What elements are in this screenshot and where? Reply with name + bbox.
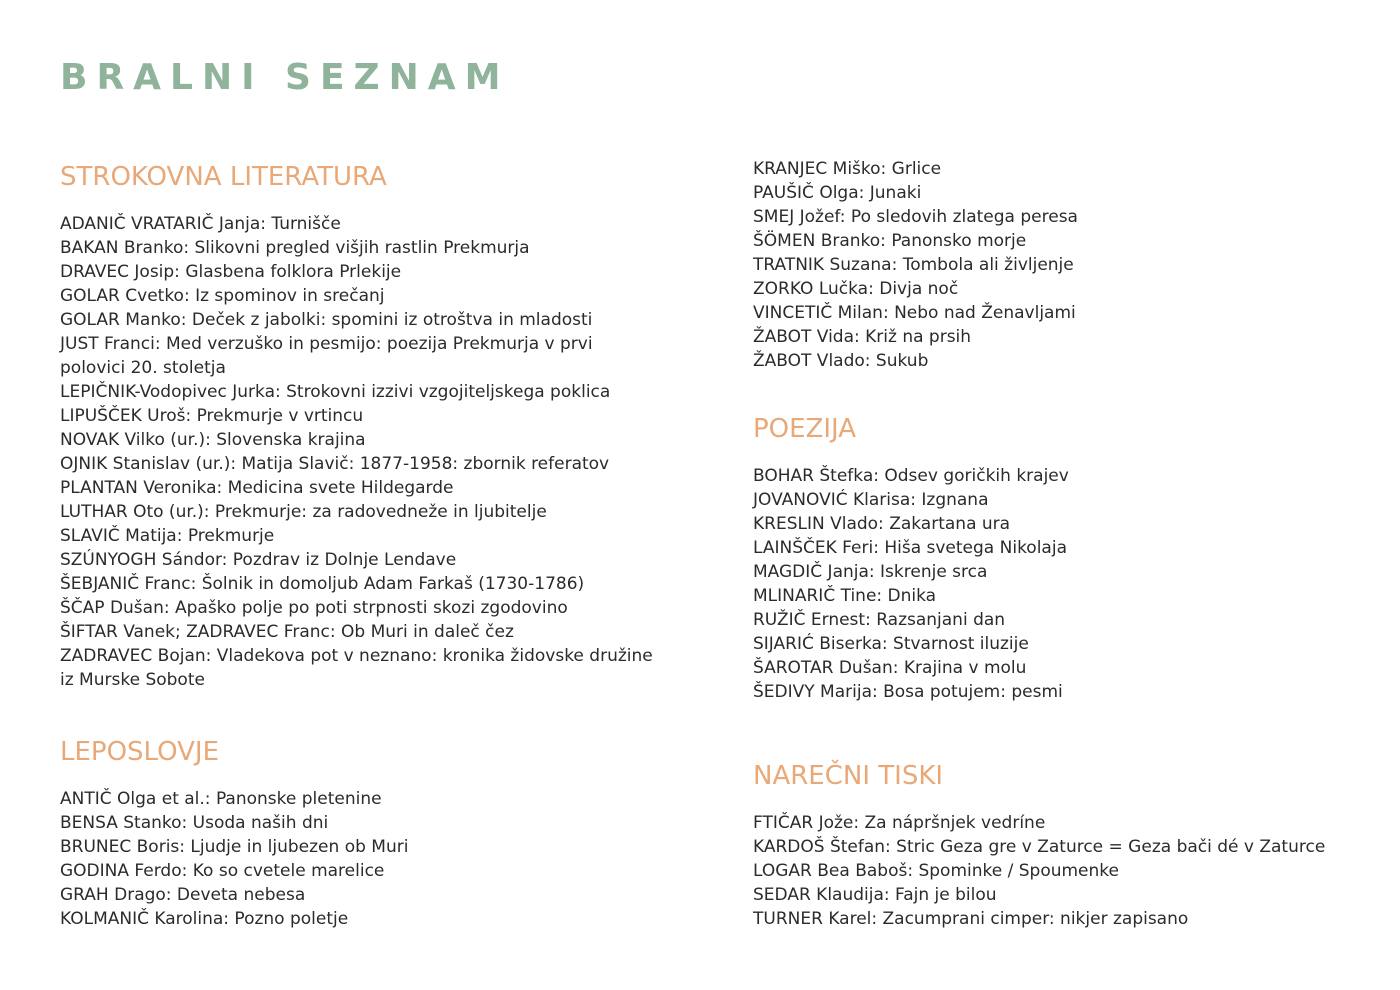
book-entry: MAGDIČ Janja: Iskrenje srca	[753, 562, 988, 582]
book-entry: BAKAN Branko: Slikovni pregled višjih rastlin Prekmurja	[60, 238, 530, 258]
book-list	[60, 212, 660, 692]
book-entry: MLINARIČ Tine: Dnika	[753, 586, 937, 606]
book-entry: NOVAK Vilko (ur.): Slovenska krajina	[60, 430, 366, 450]
book-list	[753, 157, 1353, 373]
book-entry: LIPUŠČEK Uroš: Prekmurje v vrtincu	[60, 406, 364, 426]
book-entry: KOLMANIČ Karolina: Pozno poletje	[60, 909, 349, 929]
book-entry: LEPIČNIK-Vodopivec Jurka: Strokovni izzivi vzgojiteljskega poklica	[60, 382, 611, 402]
section-strokovna-literatura	[60, 160, 660, 692]
book-entry: ZORKO Lučka: Divja noč	[753, 279, 959, 299]
book-entry: SEDAR Klaudija: Fajn je bilou	[753, 885, 997, 905]
book-entry: ŠIFTAR Vanek; ZADRAVEC Franc: Ob Muri in daleč čez	[60, 622, 514, 642]
book-list	[60, 787, 660, 931]
book-entry: SLAVIČ Matija: Prekmurje	[60, 526, 275, 546]
section-leposlovje-continued	[753, 157, 1353, 373]
section-heading: STROKOVNA LITERATURA	[60, 162, 387, 192]
section-narecni-tiski	[753, 759, 1353, 931]
book-entry: KARDOŠ Štefan: Stric Geza gre v Zaturce = Geza bači dé v Zaturce	[753, 837, 1326, 857]
book-entry: TURNER Karel: Zacumprani cimper: nikjer zapisano	[753, 909, 1189, 929]
book-entry: BRUNEC Boris: Ljudje in ljubezen ob Muri	[60, 837, 409, 857]
book-entry: GOLAR Manko: Deček z jabolki: spomini iz otroštva in mladosti	[60, 310, 593, 330]
book-entry: ŠAROTAR Dušan: Krajina v molu	[753, 658, 1027, 678]
book-entry: BOHAR Štefka: Odsev goričkih krajev	[753, 466, 1069, 486]
book-entry: GRAH Drago: Deveta nebesa	[60, 885, 306, 905]
section-heading: NAREČNI TISKI	[753, 761, 944, 791]
book-entry: ŠÖMEN Branko: Panonsko morje	[753, 231, 1027, 251]
book-list	[753, 811, 1353, 931]
book-entry: TRATNIK Suzana: Tombola ali življenje	[753, 255, 1074, 275]
book-entry: GOLAR Cvetko: Iz spominov in srečanj	[60, 286, 385, 306]
book-entry: ŠEDIVY Marija: Bosa potujem: pesmi	[753, 682, 1063, 702]
book-entry: SZÚNYOGH Sándor: Pozdrav iz Dolnje Lendave	[60, 550, 457, 570]
section-leposlovje	[60, 735, 660, 931]
book-entry: VINCETIČ Milan: Nebo nad Ženavljami	[753, 303, 1076, 323]
book-entry: ANTIČ Olga et al.: Panonske pletenine	[60, 789, 382, 809]
book-entry: PAUŠIČ Olga: Junaki	[753, 183, 922, 203]
section-heading: LEPOSLOVJE	[60, 737, 220, 767]
book-entry: ZADRAVEC Bojan: Vladekova pot v neznano: kronika židovske družine iz Murske Sobote	[60, 646, 653, 690]
book-entry: KRANJEC Miško: Grlice	[753, 159, 942, 179]
book-entry: ŽABOT Vlado: Sukub	[753, 351, 929, 371]
book-entry: OJNIK Stanislav (ur.): Matija Slavič: 1877-1958: zbornik referatov	[60, 454, 610, 474]
book-entry: JUST Franci: Med verzuško in pesmijo: poezija Prekmurja v prvi polovici 20. stoletja	[60, 334, 593, 378]
book-entry: GODINA Ferdo: Ko so cvetele marelice	[60, 861, 385, 881]
book-entry: LUTHAR Oto (ur.): Prekmurje: za radovedneže in ljubitelje	[60, 502, 547, 522]
book-entry: ADANIČ VRATARIČ Janja: Turnišče	[60, 214, 341, 234]
book-entry: ŽABOT Vida: Križ na prsih	[753, 327, 972, 347]
book-entry: JOVANOVIĆ Klarisa: Izgnana	[753, 490, 989, 510]
book-list	[753, 464, 1353, 704]
book-entry: BENSA Stanko: Usoda naših dni	[60, 813, 329, 833]
book-entry: LOGAR Bea Baboš: Spominke / Spoumenke	[753, 861, 1119, 881]
book-entry: PLANTAN Veronika: Medicina svete Hildegarde	[60, 478, 454, 498]
book-entry: SIJARIĆ Biserka: Stvarnost iluzije	[753, 634, 1029, 654]
book-entry: ŠČAP Dušan: Apaško polje po poti strpnosti skozi zgodovino	[60, 598, 568, 618]
page-title: BRALNI SEZNAM	[60, 57, 510, 98]
book-entry: LAINŠČEK Feri: Hiša svetega Nikolaja	[753, 538, 1067, 558]
section-heading: POEZIJA	[753, 414, 857, 444]
section-poezija	[753, 412, 1353, 704]
book-entry: FTIČAR Jože: Za nápršnjek vedríne	[753, 813, 1046, 833]
book-entry: ŠEBJANIČ Franc: Šolnik in domoljub Adam Farkaš (1730-1786)	[60, 574, 585, 594]
book-entry: DRAVEC Josip: Glasbena folklora Prlekije	[60, 262, 402, 282]
book-entry: SMEJ Jožef: Po sledovih zlatega peresa	[753, 207, 1078, 227]
book-entry: RUŽIČ Ernest: Razsanjani dan	[753, 610, 1006, 630]
book-entry: KRESLIN Vlado: Zakartana ura	[753, 514, 1011, 534]
